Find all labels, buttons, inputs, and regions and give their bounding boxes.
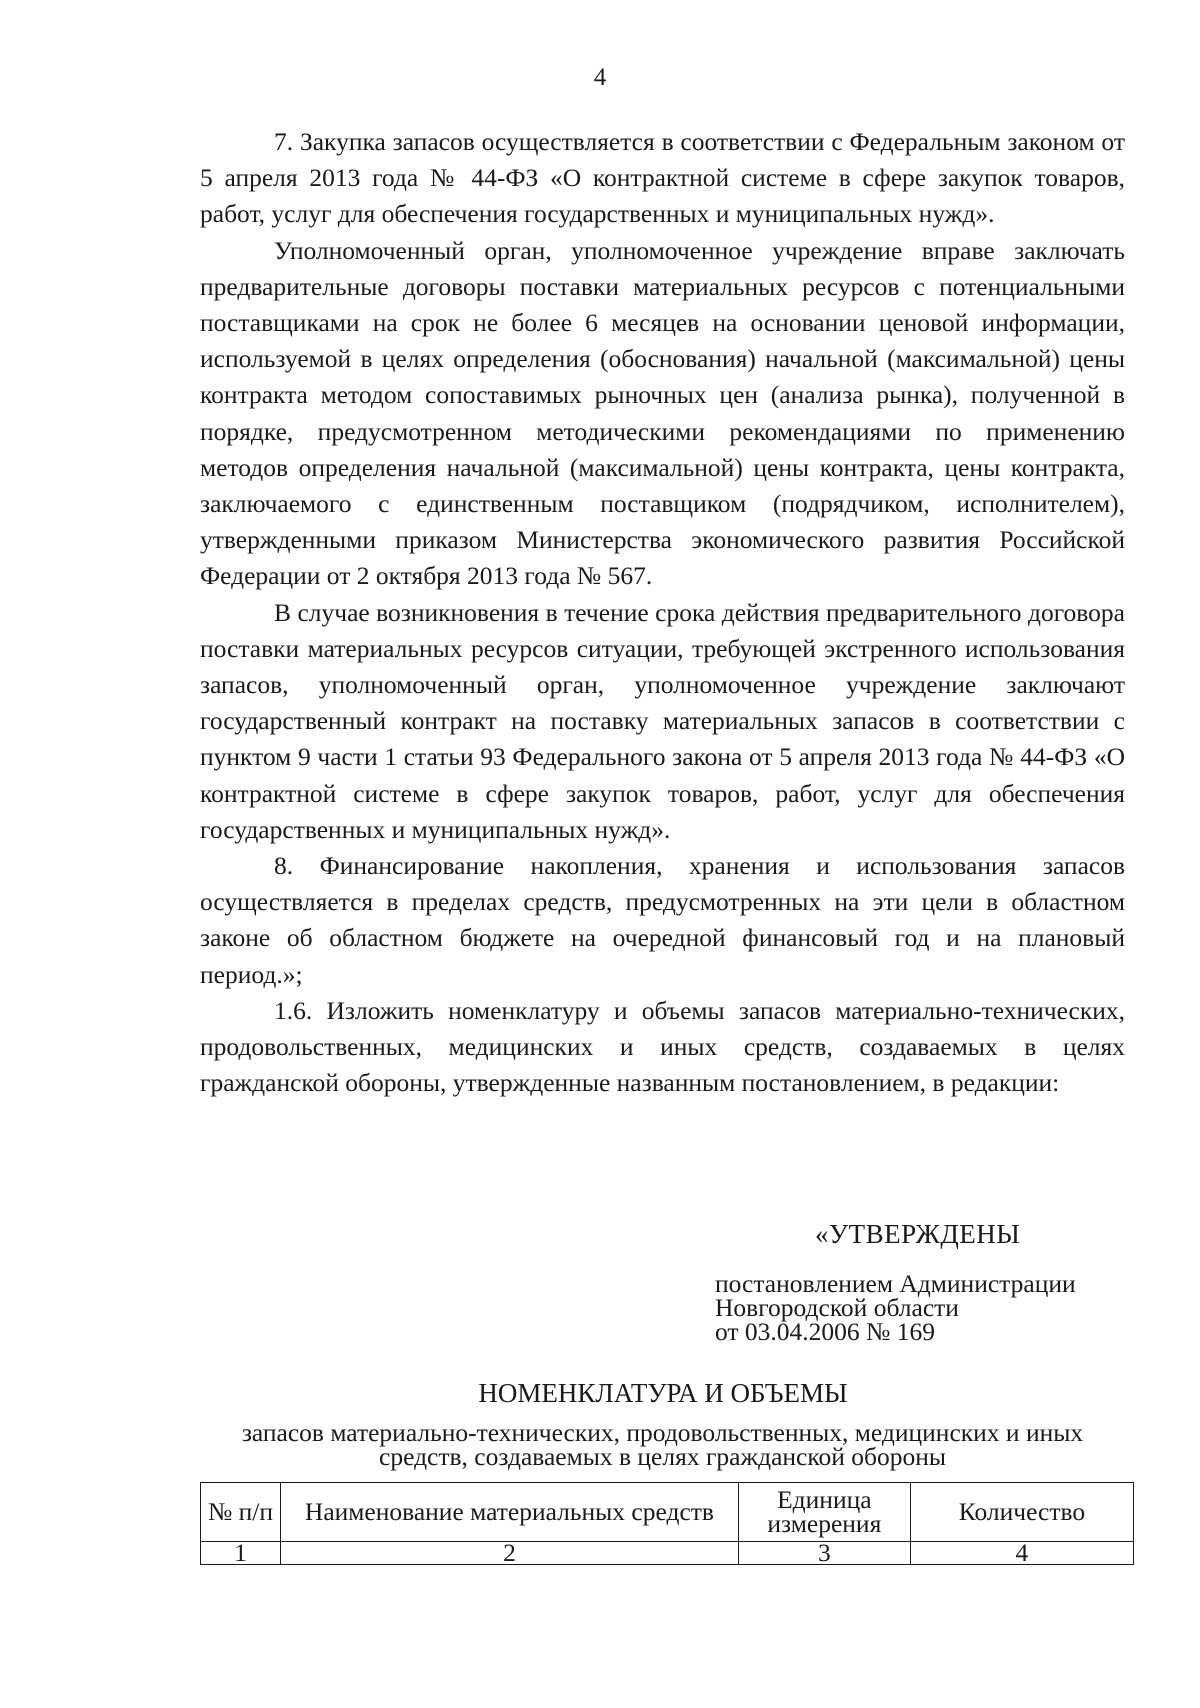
approval-line-1: постановлением Администрации	[715, 1269, 1076, 1298]
paragraph-preliminary-contracts: Уполномоченный орган, уполномоченное учреждение вправе заключать предварительные договоры поставки материальных ресурсов с потенциальными поставщиками на срок не более 6 месяцев на основании ценовой информации, используемой в целях определения (обоснования) начальной (максимальной) цены контракта методом сопоставимых рыночных цен (анализа рынка), полученной в порядке, предусмотренном методическими рекомендациями по применению методов определения начальной (максимальной) цены контракта, цены контракта, заключаемого с единственным поставщиком (подрядчиком, исполнителем), утвержденными приказом Министерства экономического развития Российской Федерации от 2 октября 2013 года № 567.	[200, 235, 1125, 591]
header-number: № п/п	[201, 1483, 281, 1542]
approval-heading: «УТВЕРЖДЕНЫ	[815, 1219, 1021, 1249]
paragraph-emergency-use: В случае возникновения в течение срока действия предварительного договора поставки материальных ресурсов ситуации, требующей экстренного использования запасов, уполномоченный орган, уполномоченное учреждение заключают государственный контракт на поставку материальных запасов в соответствии с пунктом 9 части 1 статьи 93 Федерального закона от 5 апреля 2013 года № 44-ФЗ «О контрактной системе в сфере закупок товаров, работ, услуг для обеспечения государственных и муниципальных нужд».	[200, 597, 1125, 844]
header-item-name: Наименование материальных средств	[281, 1483, 739, 1542]
nomenclature-title: НОМЕНКЛАТУРА И ОБЪЕМЫ	[478, 1378, 848, 1408]
nomenclature-subtitle: запасов материально-технических, продовольственных, медицинских и иных средств, создаваемых в целях гражданской обороны	[241, 1418, 1084, 1471]
table-row	[201, 1542, 1134, 1565]
approval-line-3: от 03.04.2006 № 169	[715, 1317, 936, 1346]
nomenclature-table	[200, 1482, 1134, 1565]
approval-line-2: Новгородской области	[715, 1293, 959, 1322]
column-number-1: 1	[201, 1542, 281, 1565]
approval-block	[715, 1219, 1115, 1346]
paragraph-7: 7. Закупка запасов осуществляется в соответствии с Федеральным законом от 5 апреля 2013 года № 44-ФЗ «О контрактной системе в сфере закупок товаров, работ, услуг для обеспечения государственных и муниципальных нужд».	[200, 127, 1125, 229]
column-number-2: 2	[281, 1542, 739, 1565]
column-number-4: 4	[910, 1542, 1133, 1565]
header-quantity: Количество	[910, 1483, 1133, 1542]
paragraph-1-6: 1.6. Изложить номенклатуру и объемы запасов материально-технических, продовольственных, медицинских и иных средств, создаваемых в целях гражданской обороны, утвержденные названным постановлением, в редакции:	[200, 995, 1125, 1098]
page-number: 4	[593, 64, 607, 91]
column-number-3: 3	[738, 1542, 910, 1565]
table-header-row	[201, 1483, 1134, 1542]
body-text	[200, 124, 1125, 1101]
paragraph-8: 8. Финансирование накопления, хранения и использования запасов осуществляется в пределах средств, предусмотренных на эти цели в областном законе об областном бюджете на очередной финансовый год и на плановый период.»;	[200, 851, 1125, 989]
header-unit: Единица измерения	[738, 1483, 910, 1542]
